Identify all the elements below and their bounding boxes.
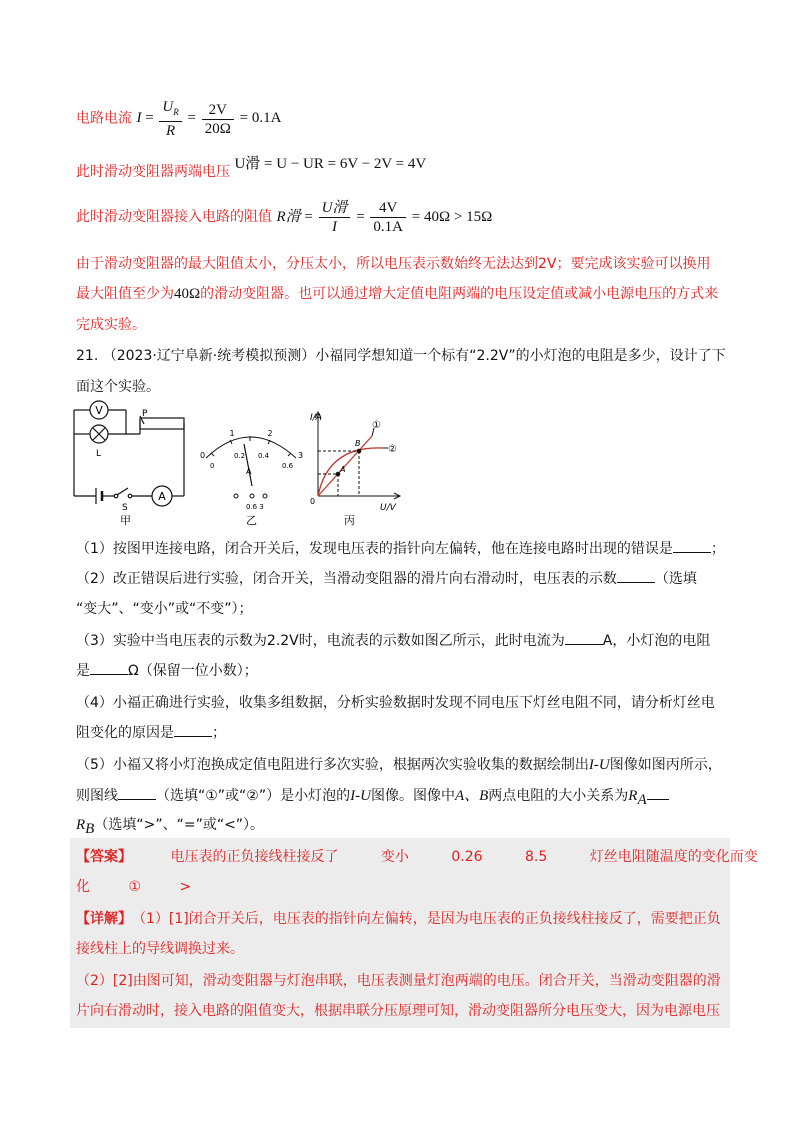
question-stem-2: 面这个实验。 xyxy=(76,379,160,395)
answer-blank xyxy=(617,570,655,583)
sub-question-3-cont: 是 Ω（保留一位小数）； xyxy=(76,663,258,679)
answer-blank xyxy=(118,787,156,800)
svg-text:A: A xyxy=(246,467,252,476)
svg-text:0: 0 xyxy=(210,462,215,470)
resistance-formula: R滑 = $\frac{\text{U滑}}{I}$ = $\frac{4V}{0.1A}$ = 40Ω > 15Ω xyxy=(276,200,493,235)
svg-text:3: 3 xyxy=(298,451,304,460)
circuit-diagram xyxy=(74,401,184,506)
svg-text:I/A: I/A xyxy=(310,413,322,423)
svg-text:0: 0 xyxy=(200,451,206,460)
answer-blank xyxy=(174,724,212,737)
svg-text:0.6: 0.6 xyxy=(282,462,294,470)
resistance-formula-line xyxy=(76,199,492,236)
svg-text:0.4: 0.4 xyxy=(258,452,270,460)
detail-line-2: 接线柱上的导线调换过来。 xyxy=(76,941,244,957)
sub-question-1: （1）按图甲连接电路，闭合开关后，发现电压表的指针向左偏转，他在连接电路时出现的错误是 ； xyxy=(76,541,725,557)
svg-text:0.2: 0.2 xyxy=(234,452,246,460)
current-formula: I = $\frac{U_R}{R}$ = $\frac{2V}{20\Omega}$ = 0.1A xyxy=(136,99,282,139)
figures xyxy=(60,396,420,528)
answer-blank xyxy=(647,787,669,800)
detail-line-4: 片向右滑动时，接入电路的阻值变大，根据串联分压原理可知，滑动变阻器所分电压变大，因为电源电压 xyxy=(76,1003,720,1019)
detail-tag: 【详解】 xyxy=(76,911,132,927)
question-source: （2023·辽宁阜新·统考模拟预测） xyxy=(102,348,316,364)
sub-question-2-cont: “变大”、“变小”或“不变”）； xyxy=(76,601,253,617)
sub-question-5-cont: 则图线 （选填“①”或“②”）是小灯泡的I-U图像。图像中A、B两点电阻的大小关系为$R_A$ xyxy=(76,784,669,809)
question-stem-1: 21. （2023·辽宁阜新·统考模拟预测）小福同学想知道一个标有“2.2V”的小灯泡的电阻是多少，设计了下 xyxy=(76,348,726,364)
svg-text:U/V: U/V xyxy=(380,503,396,513)
sub-question-5-end: $R_B$（选填“>”、“=”或“<”）。 xyxy=(76,817,265,837)
sub-question-2: （2）改正错误后进行实验，闭合开关，当滑动变阻器的滑片向右滑动时，电压表的示数 （选填 xyxy=(76,571,697,587)
voltage-label: 此时滑动变阻器两端电压 xyxy=(76,164,230,180)
figure-jia-caption: 甲 xyxy=(120,514,131,527)
current-label: 电路电流 xyxy=(76,110,132,127)
curve-1-label: ① xyxy=(372,420,381,431)
slider-label: P xyxy=(142,409,148,419)
svg-text:0: 0 xyxy=(310,497,316,506)
resistance-label: 此时滑动变阻器接入电路的阻值 xyxy=(76,208,272,225)
answer-blank xyxy=(565,632,603,645)
figure-yi-caption: 乙 xyxy=(246,514,257,527)
switch-label: S xyxy=(122,503,128,513)
sub-question-4: （4）小福正确进行实验，收集多组数据，分析实验数据时发现不同电压下灯丝电阻不同，请分析灯丝电 xyxy=(76,695,715,711)
figure-bing-caption: 丙 xyxy=(344,514,355,527)
sub-question-4-cont: 阻变化的原因是 ； xyxy=(76,725,226,741)
point-a-label: A xyxy=(340,465,346,474)
sub-question-5: （5）小福又将小灯泡换成定值电阻进行多次实验，根据两次实验收集的数据绘制出I-U图像如图丙所示， xyxy=(76,757,722,773)
conclusion-line-3: 完成实验。 xyxy=(76,317,146,333)
answer-line-1: 【答案】 电压表的正负接线柱接反了 变小 0.26 8.5 灯丝电阻随温度的变化而变 xyxy=(76,846,758,866)
voltage-formula-line xyxy=(76,152,427,180)
sub-question-3: （3）实验中当电压表的示数为2.2V时，电流表的示数如图乙所示，此时电流为 A，小灯泡的电阻 xyxy=(76,633,711,649)
answer-blank xyxy=(673,540,711,553)
question-number: 21. xyxy=(76,348,99,364)
detail-line-1: 【详解】（1）[1]闭合开关后，电压表的指针向左偏转，是因为电压表的正负接线柱接反了，需要把正负 xyxy=(76,908,721,928)
voltage-formula: U滑 = U − UR = 6V − 2V = 4V xyxy=(234,156,427,172)
iu-graph xyxy=(315,412,400,499)
svg-text:1: 1 xyxy=(229,429,235,438)
conclusion-line-1: 由于滑动变阻器的最大阻值太小，分压太小，所以电压表示数始终无法达到2V；要完成该实验可以换用 xyxy=(76,256,711,272)
curve-2-label: ② xyxy=(388,444,397,455)
svg-text:0.6 3: 0.6 3 xyxy=(246,503,264,511)
answer-blank xyxy=(90,662,128,675)
point-b-label: B xyxy=(355,439,361,448)
lamp-label: L xyxy=(96,449,102,459)
svg-text:2: 2 xyxy=(267,429,273,438)
ammeter-label: A xyxy=(158,490,166,503)
answer-line-2: 化 ① > xyxy=(76,879,192,895)
detail-line-3: （2）[2]由图可知，滑动变阻器与灯泡串联，电压表测量灯泡两端的电压。闭合开关，当滑动变阻器的滑 xyxy=(76,973,721,989)
current-formula-line xyxy=(76,98,281,140)
answer-tag: 【答案】 xyxy=(76,849,132,865)
voltmeter-label: V xyxy=(95,404,103,417)
conclusion-line-2: 最大阻值至少为40Ω的滑动变阻器。也可以通过增大定值电阻两端的电压设定值或减小电源电压的方式来 xyxy=(76,286,719,302)
